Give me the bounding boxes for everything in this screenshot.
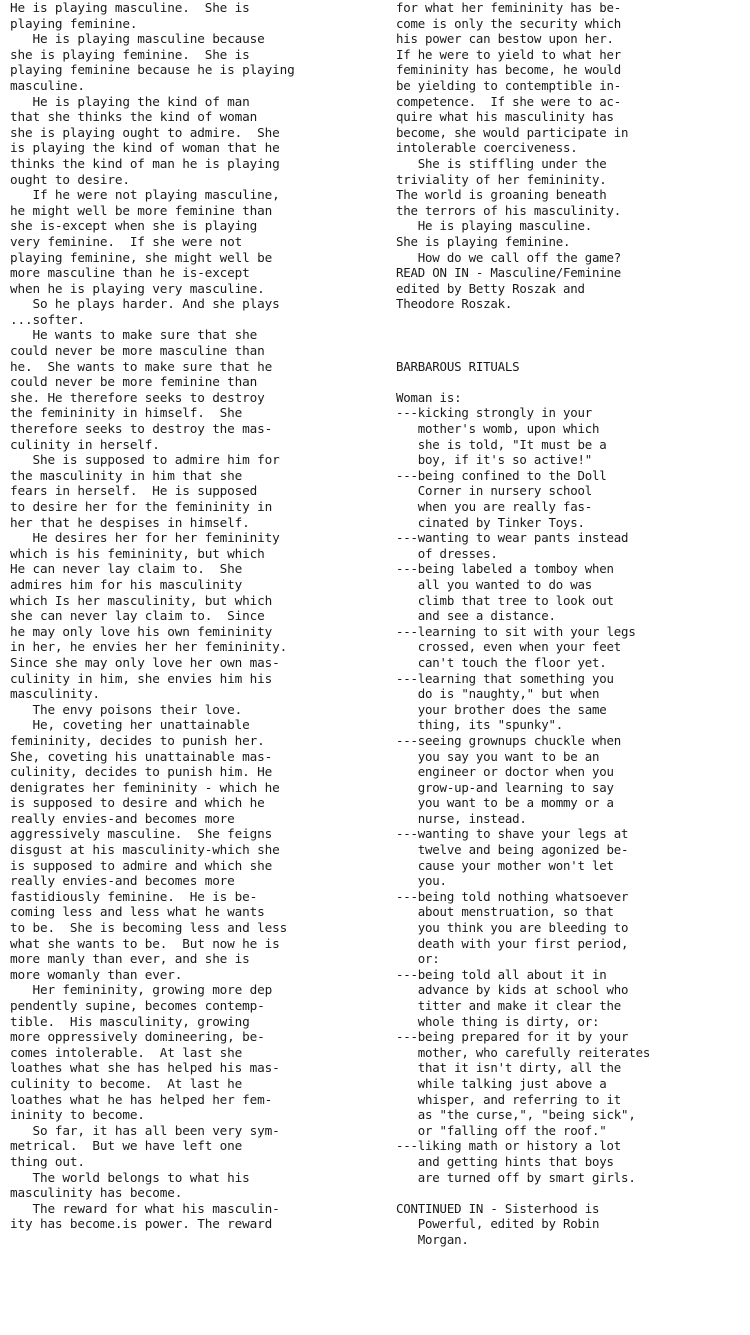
right-text-line: mother's womb, upon which bbox=[396, 421, 600, 437]
right-text-line: ---being labeled a tomboy when bbox=[396, 561, 614, 577]
right-text-line: ---wanting to wear pants instead bbox=[396, 530, 629, 546]
left-text-line: ...softer. bbox=[10, 311, 85, 327]
left-text-line: Her femininity, growing more dep bbox=[10, 982, 273, 998]
left-text-line: culinity, decides to punish him. He bbox=[10, 764, 273, 780]
right-blank-line bbox=[396, 374, 746, 390]
right-text-line: How do we call off the game? bbox=[396, 249, 622, 265]
right-text-line: all you wanted to do was bbox=[396, 576, 593, 592]
right-text-line: ---being told nothing whatsoever bbox=[396, 888, 629, 904]
left-text-line: she is playing feminine. She is bbox=[10, 46, 250, 62]
left-text-line: to desire her for the femininity in bbox=[10, 499, 273, 514]
right-text-line: come is only the security which bbox=[396, 15, 622, 31]
right-text-line: mother, who carefully reiterates bbox=[396, 1044, 651, 1060]
left-text-line: which Is her masculinity, but which bbox=[10, 592, 273, 608]
right-text-line: femininity has become, he would bbox=[396, 62, 622, 78]
left-text-line: she can never lay claim to. Since bbox=[10, 608, 265, 624]
right-text-line: you say you want to be an bbox=[396, 748, 600, 764]
right-text-line: READ ON IN - Masculine/Feminine bbox=[396, 265, 622, 281]
left-text-line: could never be more masculine than bbox=[10, 343, 265, 359]
right-text-line: the terrors of his masculinity. bbox=[396, 202, 622, 218]
left-text-line: which is his femininity, but which bbox=[10, 545, 265, 561]
right-text-line: grow-up-and learning to say bbox=[396, 779, 614, 795]
right-text-line: ---being told all about it in bbox=[396, 966, 607, 982]
right-text-line: ---kicking strongly in your bbox=[396, 405, 593, 421]
right-text-line: that it isn't dirty, all the bbox=[396, 1060, 622, 1076]
right-text-line: ---learning that something you bbox=[396, 670, 614, 686]
right-text-line: ---wanting to shave your legs at bbox=[396, 826, 629, 842]
left-text-line: is playing the kind of woman that he bbox=[10, 140, 280, 156]
right-text-line: death with your first period, bbox=[396, 935, 629, 951]
left-text-line: what she wants to be. But now he is bbox=[10, 935, 280, 951]
right-text-line: or "falling off the roof." bbox=[396, 1122, 607, 1138]
left-text-column bbox=[10, 0, 388, 1232]
right-text-line: about menstruation, so that bbox=[396, 904, 614, 920]
left-text-line: he might well be more feminine than bbox=[10, 202, 273, 218]
right-text-line: cinated by Tinker Toys. bbox=[396, 514, 585, 530]
left-text-line: loathes what she has helped his mas- bbox=[10, 1060, 280, 1076]
right-text-line: intolerable coerciveness. bbox=[396, 140, 578, 156]
left-text-line: ity has become.is power. The reward bbox=[10, 1216, 273, 1232]
left-text-line: masculinity. bbox=[10, 686, 100, 702]
right-text-line: titter and make it clear the bbox=[396, 998, 622, 1013]
left-text-line: she is playing ought to admire. She bbox=[10, 124, 280, 140]
left-text-line: masculinity has become. bbox=[10, 1185, 183, 1201]
right-text-line: She is stiffling under the bbox=[396, 155, 607, 171]
right-text-line: climb that tree to look out bbox=[396, 592, 614, 608]
right-text-line: be yielding to contemptible in- bbox=[396, 77, 622, 93]
left-text-line: more masculine than he is-except bbox=[10, 265, 250, 281]
left-text-line: the femininity in himself. She bbox=[10, 405, 243, 421]
left-text-line: he may only love his own femininity bbox=[10, 623, 273, 639]
right-text-line: competence. If she were to ac- bbox=[396, 93, 622, 109]
right-text-line: become, she would participate in bbox=[396, 124, 629, 140]
left-text-line: He desires her for her femininity bbox=[10, 530, 280, 546]
left-text-line: ininity to become. bbox=[10, 1107, 145, 1123]
right-text-line: can't touch the floor yet. bbox=[396, 654, 607, 670]
right-text-line: ---being confined to the Doll bbox=[396, 467, 607, 483]
right-text-line: ---being prepared for it by your bbox=[396, 1029, 629, 1045]
right-text-line: He is playing masculine. bbox=[396, 218, 593, 234]
left-text-line: she. He therefore seeks to destroy bbox=[10, 389, 265, 405]
left-text-line: thing out. bbox=[10, 1153, 85, 1169]
left-text-line: playing feminine because he is playing bbox=[10, 62, 295, 78]
right-text-line: ---learning to sit with your legs bbox=[396, 623, 636, 639]
left-text-line: admires him for his masculinity bbox=[10, 576, 243, 592]
left-text-line: He wants to make sure that she bbox=[10, 327, 258, 343]
left-text-line: ought to desire. bbox=[10, 171, 130, 187]
left-text-line: more manly than ever, and she is bbox=[10, 951, 250, 967]
left-text-line: really envies-and becomes more bbox=[10, 810, 235, 826]
right-text-line: Woman is: bbox=[396, 389, 462, 405]
left-text-line: She is supposed to admire him for bbox=[10, 452, 280, 468]
right-text-line: If he were to yield to what her bbox=[396, 46, 622, 62]
left-text-line: She, coveting his unattainable mas- bbox=[10, 748, 273, 764]
right-text-line: while talking just above a bbox=[396, 1075, 607, 1091]
right-blank-line bbox=[396, 327, 746, 343]
left-text-line: thinks the kind of man he is playing bbox=[10, 155, 280, 171]
right-text-line: CONTINUED IN - Sisterhood is bbox=[396, 1200, 600, 1216]
right-text-line: She is playing feminine. bbox=[396, 233, 571, 249]
right-text-line: as "the curse,", "being sick", bbox=[396, 1107, 636, 1123]
right-text-line: she is told, "It must be a bbox=[396, 436, 607, 452]
left-text-line: culinity in him, she envies him his bbox=[10, 670, 273, 686]
left-text-line: So far, it has all been very sym- bbox=[10, 1122, 280, 1138]
left-text-line: fears in herself. He is supposed bbox=[10, 483, 258, 499]
left-text-line: He is playing the kind of man bbox=[10, 93, 250, 109]
right-text-line: do is "naughty," but when bbox=[396, 686, 600, 702]
right-text-line: nurse, instead. bbox=[396, 810, 527, 826]
right-text-line: ---liking math or history a lot bbox=[396, 1138, 622, 1154]
left-text-line: The world belongs to what his bbox=[10, 1169, 250, 1185]
left-text-line: disgust at his masculinity-which she bbox=[10, 842, 280, 858]
left-text-line: is supposed to admire and which she bbox=[10, 857, 273, 873]
left-text-line: very feminine. If she were not bbox=[10, 233, 243, 249]
right-blank-line bbox=[396, 343, 746, 359]
left-text-line: He can never lay claim to. She bbox=[10, 561, 243, 577]
left-text-line: is supposed to desire and which he bbox=[10, 795, 265, 811]
left-text-line: culinity in herself. bbox=[10, 436, 160, 452]
left-text-line: denigrates her femininity - which he bbox=[10, 779, 280, 795]
left-text-line: really envies-and becomes more bbox=[10, 873, 235, 889]
left-text-line: she is-except when she is playing bbox=[10, 218, 258, 234]
right-text-line: twelve and being agonized be- bbox=[396, 842, 629, 858]
right-text-line: Powerful, edited by Robin bbox=[396, 1216, 600, 1232]
left-text-line: culinity to become. At last he bbox=[10, 1075, 243, 1091]
right-text-line: for what her femininity has be- bbox=[396, 0, 622, 15]
right-text-line: and see a distance. bbox=[396, 608, 556, 624]
left-text-line: metrical. But we have left one bbox=[10, 1138, 243, 1154]
right-text-line: boy, if it's so active!" bbox=[396, 452, 593, 468]
left-text-line: pendently supine, becomes contemp- bbox=[10, 998, 265, 1013]
right-text-line: ---seeing grownups chuckle when bbox=[396, 732, 622, 748]
right-text-line: Corner in nursery school bbox=[396, 483, 593, 499]
left-text-line: when he is playing very masculine. bbox=[10, 280, 265, 296]
left-text-line: more oppressively domineering, be- bbox=[10, 1029, 265, 1045]
right-text-line: cause your mother won't let bbox=[396, 857, 614, 873]
right-text-line: whole thing is dirty, or: bbox=[396, 1013, 600, 1029]
right-text-line: and getting hints that boys bbox=[396, 1153, 614, 1169]
left-text-line: aggressively masculine. She feigns bbox=[10, 826, 273, 842]
left-text-line: loathes what he has helped her fem- bbox=[10, 1091, 273, 1107]
left-text-line: So he plays harder. And she plays bbox=[10, 296, 280, 312]
left-text-line: He is playing masculine. She is bbox=[10, 0, 250, 15]
right-text-line: engineer or doctor when you bbox=[396, 764, 614, 780]
right-text-line: you want to be a mommy or a bbox=[396, 795, 614, 811]
right-text-line: when you are really fas- bbox=[396, 499, 593, 514]
left-text-line: If he were not playing masculine, bbox=[10, 187, 280, 203]
right-text-line: thing, its "spunky". bbox=[396, 717, 563, 733]
right-text-line: edited by Betty Roszak and bbox=[396, 280, 585, 296]
section-heading: BARBAROUS RITUALS bbox=[396, 358, 520, 374]
left-text-line: could never be more feminine than bbox=[10, 374, 258, 390]
left-text-line: to be. She is becoming less and less bbox=[10, 920, 288, 936]
left-text-line: The reward for what his masculin- bbox=[10, 1200, 280, 1216]
left-text-line: her that he despises in himself. bbox=[10, 514, 250, 530]
left-text-line: more womanly than ever. bbox=[10, 966, 183, 982]
right-text-line: or: bbox=[396, 951, 440, 967]
right-text-line: quire what his masculinity has bbox=[396, 109, 614, 125]
left-text-line: therefore seeks to destroy the mas- bbox=[10, 421, 273, 437]
right-text-line: The world is groaning beneath bbox=[396, 187, 607, 203]
right-text-line: of dresses. bbox=[396, 545, 498, 561]
left-text-line: that she thinks the kind of woman bbox=[10, 109, 258, 125]
left-text-line: fastidiously feminine. He is be- bbox=[10, 888, 258, 904]
left-text-line: He, coveting her unattainable bbox=[10, 717, 250, 733]
right-blank-line bbox=[396, 1185, 746, 1201]
right-text-column bbox=[396, 0, 746, 1248]
right-text-line: your brother does the same bbox=[396, 701, 607, 717]
left-text-line: femininity, decides to punish her. bbox=[10, 732, 265, 748]
right-text-line: you think you are bleeding to bbox=[396, 920, 629, 936]
left-text-line: he. She wants to make sure that he bbox=[10, 358, 273, 374]
left-text-line: coming less and less what he wants bbox=[10, 904, 265, 920]
left-text-line: playing feminine. bbox=[10, 15, 138, 31]
left-text-line: tible. His masculinity, growing bbox=[10, 1013, 250, 1029]
left-text-line: The envy poisons their love. bbox=[10, 701, 243, 717]
right-blank-line bbox=[396, 312, 746, 328]
left-text-line: in her, he envies her her femininity. bbox=[10, 639, 288, 655]
left-text-line: the masculinity in him that she bbox=[10, 467, 243, 483]
left-text-line: masculine. bbox=[10, 77, 85, 93]
right-text-line: crossed, even when your feet bbox=[396, 639, 622, 655]
right-text-line: you. bbox=[396, 873, 447, 889]
right-text-line: Theodore Roszak. bbox=[396, 296, 513, 312]
right-text-line: triviality of her femininity. bbox=[396, 171, 607, 187]
right-text-line: advance by kids at school who bbox=[396, 982, 629, 998]
left-text-line: playing feminine, she might well be bbox=[10, 249, 273, 265]
left-text-line: comes intolerable. At last she bbox=[10, 1044, 243, 1060]
right-text-line: Morgan. bbox=[396, 1231, 469, 1247]
left-text-line: He is playing masculine because bbox=[10, 31, 265, 47]
right-text-line: his power can bestow upon her. bbox=[396, 31, 614, 47]
right-text-line: whisper, and referring to it bbox=[396, 1091, 622, 1107]
left-text-line: Since she may only love her own mas- bbox=[10, 654, 280, 670]
right-text-line: are turned off by smart girls. bbox=[396, 1169, 636, 1185]
